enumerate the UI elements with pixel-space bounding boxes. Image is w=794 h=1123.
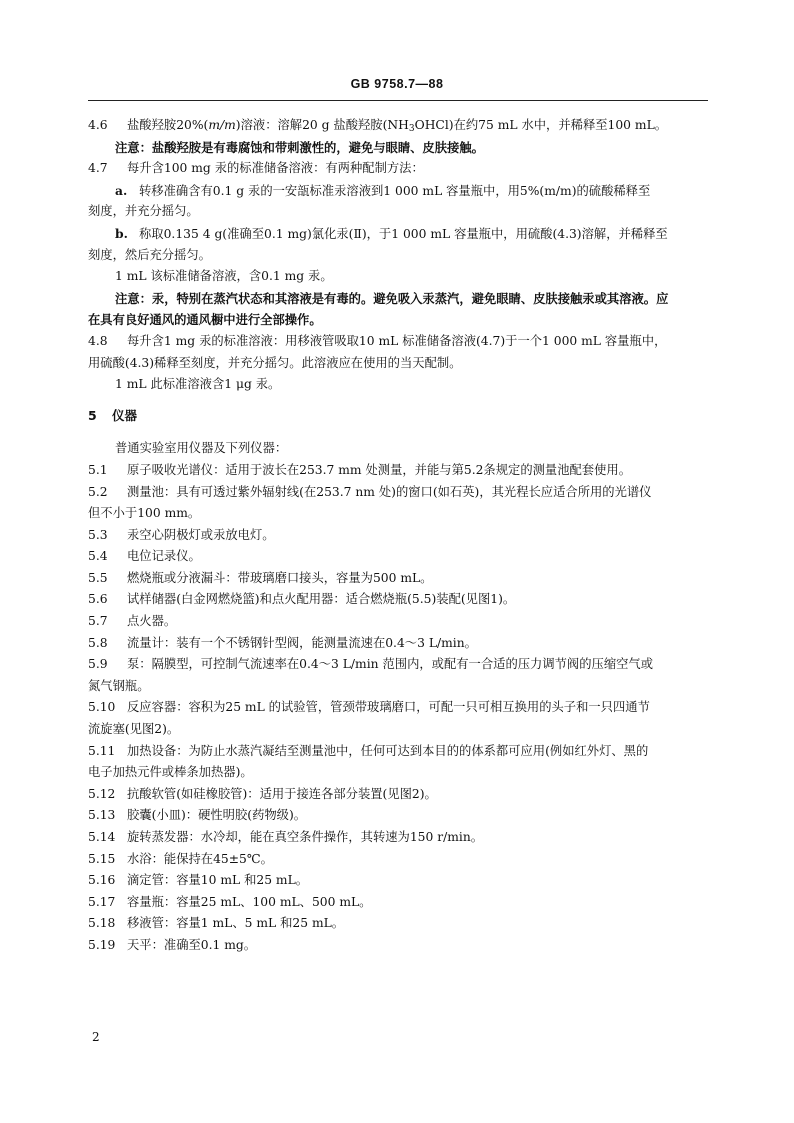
instrument-item [88,741,708,763]
section-intro: 普通实验室用仪器及下列仪器： [115,441,288,456]
clause-4-6 [88,115,708,137]
continuation-line: 氮气钢瓶。 [88,678,150,693]
instrument-item [88,935,708,957]
standard-code-header: GB 9758.7—88 [350,77,444,91]
clause-text: 水浴：能保持在45±5℃。 [127,851,273,866]
clause-text-part: )溶液：溶解20 g 盐酸羟胺(NH [235,118,409,132]
clause-number: 5.7 [88,614,108,629]
clause-number: 5.3 [88,527,108,542]
instrument-item [88,870,708,892]
instrument-item [88,568,708,590]
clause-4-8 [88,331,708,353]
list-text: 称取0.135 4 g(准确至0.1 mg)氯化汞(Ⅱ)，于1 000 mL 容量瓶中，用硫酸(4.3)溶解，并稀释至 [139,226,668,241]
content-statement: 1 mL 该标准储备溶液，含0.1 mg 汞。 [115,269,333,284]
continuation-line: 刻度，然后充分摇匀。 [88,247,211,262]
instrument-item [88,697,708,719]
instrument-item [88,913,708,935]
clause-text: 加热设备：为防止水蒸汽凝结至测量池中，任何可达到本目的的体系都可应用(例如红外灯、黑的 [127,743,649,758]
clause-number: 5.2 [88,484,108,499]
clause-text: 流量计：装有一个不锈钢针型阀，能测量流速在0.4～3 L/min。 [127,635,477,650]
clause-text: 试样储器(白金网燃烧篮)和点火配用器：适合燃烧瓶(5.5)装配(见图1)。 [127,592,516,607]
instrument-item [88,827,708,849]
instrument-item [88,546,708,568]
clause-number: 5.1 [88,462,108,477]
content-statement: 1 mL 此标准溶液含1 μg 汞。 [115,377,281,392]
clause-text: 反应容器：容积为25 mL 的试验管，管颈带玻璃磨口，可配一只可相互换用的头子和一只四通节 [127,700,650,715]
list-label: a. [115,182,128,198]
clause-text: 胶囊(小皿)：硬性明胶(药物级)。 [127,808,307,823]
list-text: 转移准确含有0.1 g 汞的一安瓿标准汞溶液到1 000 mL 容量瓶中，用5%(m/m)的硫酸稀释至 [139,183,651,198]
clause-text: 测量池：具有可透过紫外辐射线(在253.7 nm 处)的窗口(如石英)，其光程长应适合所用的光谱仪 [127,484,652,499]
clause-number: 5.4 [88,549,108,564]
instrument-item [88,892,708,914]
clause-number: 5.13 [88,808,116,823]
formula-subscript: 3 [408,124,415,134]
instrument-item [88,654,708,676]
clause-text: 每升含100 mg 汞的标准储备溶液：有两种配制方法： [127,161,424,176]
clause-number: 5.6 [88,592,108,607]
clause-text: 旋转蒸发器：水冷却，能在真空条件操作，其转速为150 r/min。 [127,830,484,844]
clause-number: 5.14 [88,830,116,844]
clause-text: 燃烧瓶或分液漏斗：带玻璃磨口接头，容量为500 mL。 [127,570,433,585]
instrument-item [88,589,708,611]
clause-text-part: 盐酸羟胺20%( [127,118,209,132]
instrument-item [88,525,708,547]
clause-4-7 [88,158,708,180]
instrument-item [88,482,708,504]
list-label: b. [115,225,128,241]
clause-number: 5.16 [88,873,116,888]
clause-text-italic: m/m [208,118,236,132]
clause-number: 5.17 [88,894,116,909]
clause-text: 电位记录仪。 [127,549,201,564]
clause-number: 5.11 [88,743,116,758]
instrument-list [88,460,708,957]
clause-number: 5.8 [88,635,108,650]
clause-number: 5.12 [88,786,116,801]
section-heading [88,405,708,427]
clause-4-7-a [88,180,708,202]
section-number: 5 [88,407,97,423]
page-number: 2 [92,1030,100,1044]
document-body [88,115,708,957]
clause-number: 4.6 [88,118,108,132]
clause-text: 天平：准确至0.1 mg。 [127,937,257,952]
continuation-line: 流旋塞(见图2)。 [88,722,180,737]
warning-note-continuation: 在具有良好通风的通风橱中进行全部操作。 [88,312,322,328]
clause-number: 5.10 [88,700,116,715]
instrument-item [88,805,708,827]
section-title: 仪器 [112,407,138,423]
clause-text: 点火器。 [127,614,177,629]
clause-text: 容量瓶：容量25 mL、100 mL、500 mL。 [127,894,372,909]
instrument-item [88,611,708,633]
instrument-item [88,460,708,482]
clause-text: 滴定管：容量10 mL 和25 mL。 [127,873,309,888]
header-rule [88,100,708,101]
clause-number: 4.7 [88,161,108,176]
clause-text-part: OHCl)在约75 mL 水中，并稀释至100 mL。 [414,118,668,132]
warning-note: 注意：汞，特别在蒸汽状态和其溶液是有毒的。避免吸入汞蒸汽，避免眼睛、皮肤接触汞或其溶液。应 [115,290,669,306]
clause-number: 5.19 [88,937,116,952]
clause-text: 抗酸软管(如硅橡胶管)：适用于接连各部分装置(见图2)。 [127,786,437,801]
clause-number: 5.9 [88,657,108,672]
clause-text: 每升含1 mg 汞的标准溶液：用移液管吸取10 mL 标准储备溶液(4.7)于一个1 000 mL 容量瓶中， [127,333,667,348]
warning-note: 注意：盐酸羟胺是有毒腐蚀和带刺激性的，避免与眼睛、皮肤接触。 [115,139,484,155]
clause-number: 5.5 [88,570,108,585]
instrument-item [88,633,708,655]
clause-text: 原子吸收光谱仪：适用于波长在253.7 mm 处测量，并能与第5.2条规定的测量池配套使用。 [127,462,631,477]
clause-text: 汞空心阴极灯或汞放电灯。 [127,527,275,542]
continuation-line: 刻度，并充分摇匀。 [88,204,199,219]
clause-number: 5.18 [88,916,116,931]
instrument-item [88,849,708,871]
clause-text: 泵：隔膜型，可控制气流速率在0.4～3 L/min 范围内，或配有一合适的压力调节阀的压缩空气或 [127,657,654,672]
continuation-line: 电子加热元件或棒条加热器)。 [88,765,253,780]
clause-text: 移液管：容量1 mL、5 mL 和25 mL。 [127,916,345,931]
instrument-item [88,784,708,806]
continuation-line: 用硫酸(4.3)稀释至刻度，并充分摇匀。此溶液应在使用的当天配制。 [88,355,462,370]
clause-number: 5.15 [88,851,116,866]
continuation-line: 但不小于100 mm。 [88,506,201,521]
clause-4-7-b [88,223,708,245]
clause-number: 4.8 [88,333,108,348]
